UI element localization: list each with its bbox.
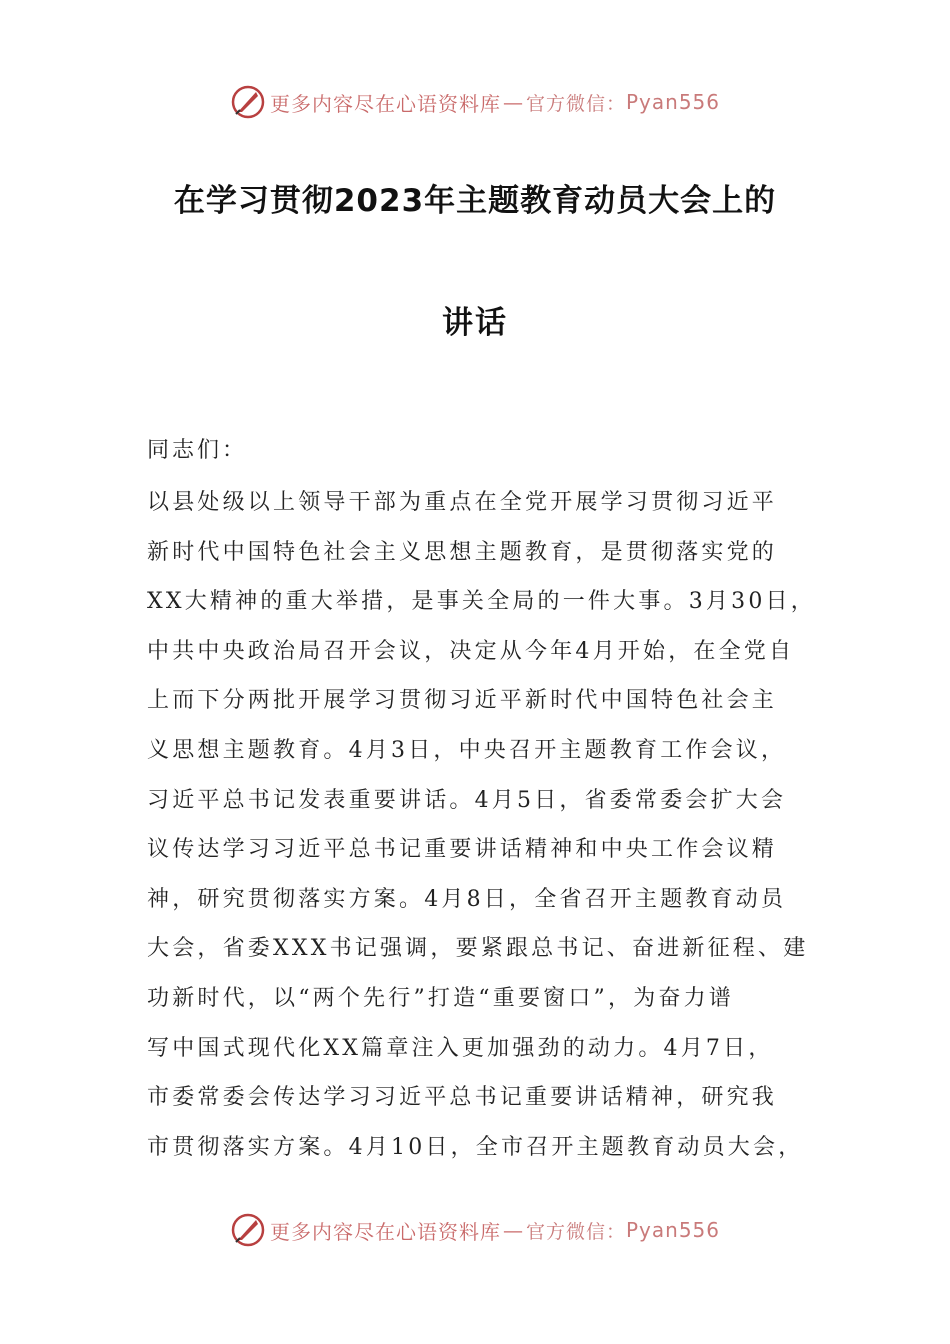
watermark-wechat-id: Pyan556: [626, 90, 721, 114]
text-line: XX大精神的重大举措，是事关全局的一件大事。3月30日，: [147, 589, 816, 615]
text-line: 议传达学习习近平总书记重要讲话精神和中央工作会议精: [147, 837, 778, 863]
text-line: 义思想主题教育。4月3日，中央召开主题教育工作会议，: [147, 737, 787, 763]
watermark-wechat-id: Pyan556: [626, 1218, 721, 1242]
text-line: 神，研究贯彻落实方案。4月8日，全省召开主题教育动员: [147, 886, 787, 912]
text-line: 市委常委会传达学习习近平总书记重要讲话精神，研究我: [147, 1085, 778, 1111]
text-line: 以县处级以上领导干部为重点在全党开展学习贯彻习近平: [147, 490, 778, 515]
text-line: 上而下分两批开展学习贯彻习近平新时代中国特色社会主: [147, 688, 778, 714]
text-line: 中共中央政治局召开会议，决定从今年4月开始，在全党自: [147, 638, 795, 664]
text-line: 功新时代，以“两个先行”打造“重要窗口”，为奋力谱: [147, 985, 734, 1011]
watermark-dash: —: [502, 90, 524, 114]
text-line: 大会，省委XXX书记强调，要紧跟总书记、奋进新征程、建: [147, 936, 809, 962]
quill-logo-icon: [230, 84, 266, 120]
document-title-line-2: 讲话: [442, 305, 508, 341]
text-line: 写中国式现代化XX篇章注入更加强劲的动力。4月7日，: [147, 1035, 774, 1061]
watermark-brand: 更多内容尽在心语资料库: [269, 1219, 501, 1244]
document-title-line-1: 在学习贯彻2023年主题教育动员大会上的: [173, 183, 777, 219]
salutation: 同志们：: [147, 438, 248, 463]
text-line: 新时代中国特色社会主义思想主题教育，是贯彻落实党的: [147, 539, 778, 565]
quill-logo-icon: [230, 1212, 266, 1248]
watermark-dash: —: [502, 1218, 524, 1242]
body-paragraph: [147, 478, 816, 1172]
watermark-wechat-label: 官方微信：: [525, 1220, 626, 1243]
text-line: 习近平总书记发表重要讲话。4月5日，省委常委会扩大会: [147, 787, 787, 813]
text-line: 市贯彻落实方案。4月10日，全市召开主题教育动员大会，: [147, 1134, 804, 1160]
watermark-banner-bottom: [0, 1210, 950, 1250]
watermark-brand: 更多内容尽在心语资料库: [269, 91, 501, 116]
watermark-banner-top: [0, 82, 950, 122]
watermark-wechat-label: 官方微信：: [525, 92, 626, 115]
